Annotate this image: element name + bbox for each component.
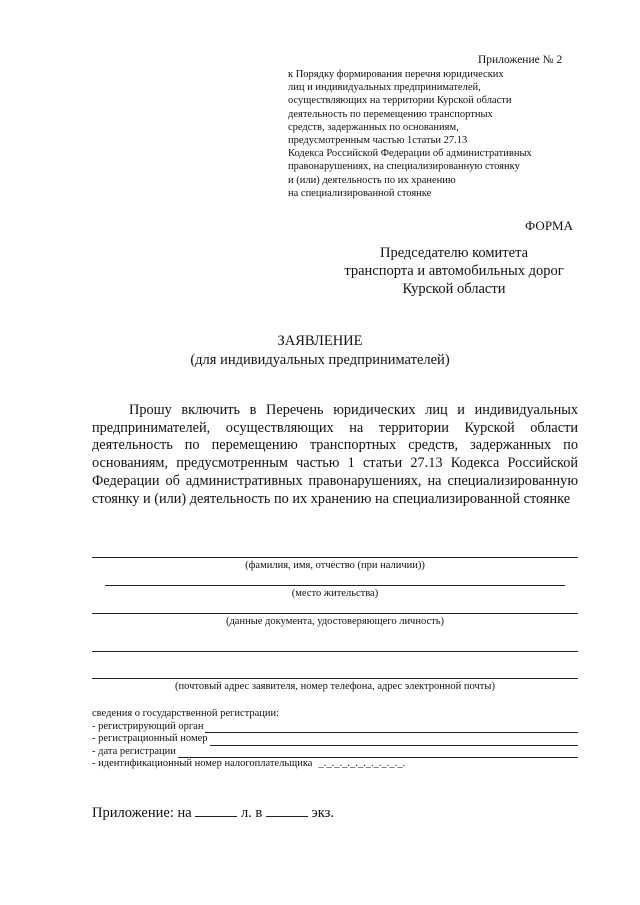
- annex-line: на специализированной стоянке: [288, 187, 432, 199]
- registration-number-row: [92, 733, 578, 746]
- annex-description: [288, 68, 588, 200]
- fio-caption: (фамилия, имя, отчество (при наличии)): [245, 560, 425, 571]
- contacts-caption: (почтовый адрес заявителя, номер телефона, адрес электронной почты): [175, 681, 495, 692]
- inn-label: - идентификационный номер налогоплательщика: [92, 758, 313, 770]
- registration-authority-field[interactable]: [205, 723, 578, 733]
- annex-line: предусмотренным частью 1статьи 27.13: [288, 135, 468, 147]
- fio-line[interactable]: [92, 557, 578, 558]
- residence-line[interactable]: [105, 585, 565, 586]
- id-document-caption: (данные документа, удостоверяющего личность): [225, 616, 445, 627]
- document-subtitle: (для индивидуальных предпринимателей): [190, 352, 450, 368]
- annex-line: осуществляющих на территории Курской области: [288, 95, 512, 107]
- residence-caption: (место жительства): [291, 588, 379, 599]
- sheets-count-field[interactable]: [195, 804, 237, 817]
- registration-date-row: [92, 746, 578, 759]
- contacts-line-1[interactable]: [92, 651, 578, 652]
- inn-row: [92, 758, 578, 771]
- inn-field[interactable]: _._._._._._._._._._._.: [318, 758, 406, 770]
- addressee-line: Председателю комитета: [379, 245, 529, 261]
- request-paragraph: Прошу включить в Перечень юридических лиц и индивидуальных предпринимателей, осуществляющих на территории Курской области деятельность по перемещению транспортных средств, задержанных по основаниям, предусмотренным частью 1 статьи 27.13 Кодекса Российской Федерации об административных правонарушениях, на специализированную стоянку и (или) деятельность по их хранению на специализированной стоянке: [92, 402, 578, 507]
- request-text: [92, 402, 578, 508]
- addressee-line: транспорта и автомобильных дорог: [344, 263, 564, 279]
- copies-count-field[interactable]: [266, 804, 308, 817]
- document-title: ЗАЯВЛЕНИЕ: [277, 333, 363, 349]
- attachment-label: Приложение: на: [92, 805, 192, 821]
- annex-title: Приложение № 2: [478, 54, 563, 66]
- annex-line: к Порядку формирования перечня юридических: [288, 69, 504, 80]
- registration-date-label: - дата регистрации: [92, 745, 176, 757]
- registration-authority-row: [92, 721, 578, 734]
- id-document-line[interactable]: [92, 613, 578, 614]
- annex-line: деятельность по перемещению транспортных: [288, 108, 493, 120]
- registration-block: [92, 708, 578, 771]
- annex-line: Кодекса Российской Федерации об административных: [288, 148, 532, 160]
- registration-number-label: - регистрационный номер: [92, 733, 208, 745]
- addressee-line: Курской области: [402, 281, 506, 297]
- addressee-block: [330, 244, 578, 298]
- registration-date-field[interactable]: [178, 748, 578, 758]
- contacts-line-2[interactable]: [92, 678, 578, 679]
- annex-line: лиц и индивидуальных предпринимателей,: [288, 82, 481, 94]
- annex-line: и (или) деятельность по их хранению: [288, 174, 456, 186]
- annex-line: правонарушениях, на специализированную стоянку: [288, 161, 520, 173]
- registration-number-field[interactable]: [210, 736, 579, 746]
- form-label: ФОРМА: [525, 218, 573, 233]
- registration-heading: сведения о государственной регистрации:: [92, 708, 280, 719]
- registration-authority-label: - регистрирующий орган: [92, 720, 204, 732]
- attachment-sheets-label: л. в: [240, 805, 263, 821]
- annex-line: средств, задержанных по основаниям,: [288, 121, 459, 133]
- attachment-line: [92, 804, 334, 822]
- attachment-copies-label: экз.: [311, 805, 334, 821]
